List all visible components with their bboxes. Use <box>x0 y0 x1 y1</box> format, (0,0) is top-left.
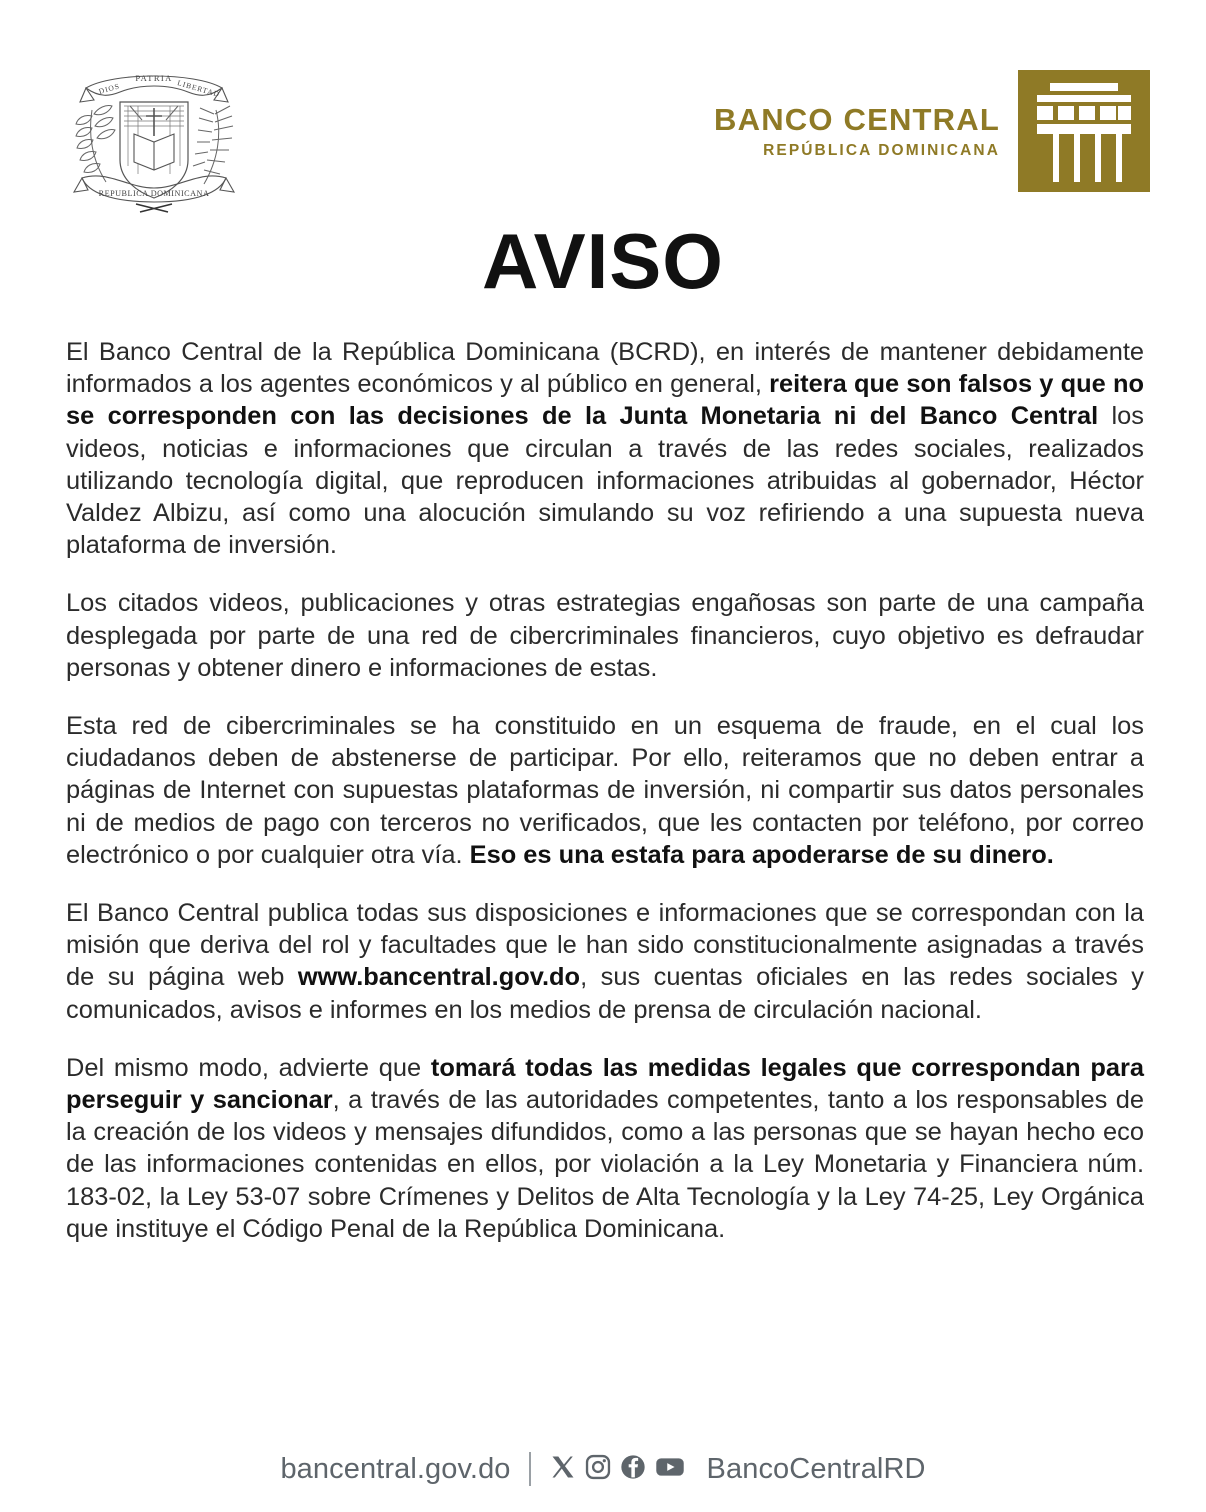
body-text: Del mismo modo, advierte que <box>66 1053 431 1082</box>
banco-central-logo <box>714 70 1150 192</box>
paragraph-2 <box>66 587 1144 684</box>
paragraph-3 <box>66 710 1144 871</box>
emphasis-text: www.bancentral.gov.do <box>297 963 581 992</box>
banco-central-wordmark <box>714 101 1000 159</box>
svg-text:LIBERTAD: LIBERTAD <box>176 78 222 99</box>
paragraph-4 <box>66 897 1144 1026</box>
footer-website-link[interactable]: bancentral.gov.do <box>280 1452 511 1485</box>
coat-of-arms-icon <box>58 56 250 216</box>
body-text: , a través de las autoridades competentes, tanto a los responsables de la creación de los videos y mensajes difundidos, como a las personas que se hayan hecho eco de las informaciones contenidas en ellos, por violación a la Ley Monetaria y Financiera núm. 183-02, la Ley 53-07 sobre Crímenes y Delitos de Alta Tecnología y la Ley 74-25, Ley Orgánica que instituye el Código Penal de la República Dominicana. <box>66 1086 1145 1243</box>
page-title: AVISO <box>482 217 724 305</box>
body-text: los videos, noticias e informaciones que circulan a través de las redes sociales, realizados utilizando tecnología digital, que reproducen informaciones atribuidas al gobernador, Héctor Valdez Albizu, así como una alocución simulando su voz refiriendo a una supuesta nueva plataforma de inversión. <box>66 402 1144 560</box>
emphasis-text: Eso es una estafa para apoderarse de su dinero. <box>469 840 1054 869</box>
x-twitter-icon[interactable] <box>549 1453 577 1486</box>
svg-text:DIOS: DIOS <box>97 81 121 96</box>
bank-building-icon <box>1018 70 1150 192</box>
body-text: Los citados videos, publicaciones y otras estrategias engañosas son parte de una campaña desplegada por parte de una red de cibercriminales financieros, cuyo objetivo es defraudar personas y obtener dinero e informaciones de estas. <box>66 589 1144 682</box>
body-text: , sus cuentas oficiales en las redes sociales y comunicados, avisos e informes en los medios de prensa de circulación nacional. <box>66 963 1144 1024</box>
emphasis-text: tomará todas las medidas legales que correspondan para perseguir y sancionar <box>66 1053 1144 1115</box>
paragraph-5 <box>66 1052 1144 1245</box>
youtube-icon[interactable] <box>654 1453 686 1486</box>
facebook-icon[interactable] <box>619 1453 647 1486</box>
body-text: Esta red de cibercriminales se ha constituido en un esquema de fraude, en el cual los ciudadanos deben de abstenerse de participar. Por ello, reiteramos que no deben entrar a páginas de Internet con supuestas plataformas de inversión, ni compartir sus datos personales ni de medios de pago con terceros no verificados, que les contacten por teléfono, por correo electrónico o por cualquier otra vía. <box>66 712 1144 869</box>
svg-text:REPUBLICA DOMINICANA: REPUBLICA DOMINICANA <box>98 189 210 198</box>
social-links <box>549 1453 686 1486</box>
paragraph-1 <box>66 336 1144 561</box>
svg-text:PATRIA: PATRIA <box>135 73 173 83</box>
document-footer <box>0 1452 1206 1486</box>
footer-divider <box>529 1452 531 1486</box>
body-text: El Banco Central de la República Dominicana (BCRD), en interés de mantener debidamente informados a los agentes económicos y al público en general, <box>66 338 1144 399</box>
notice-body <box>66 336 1144 1245</box>
footer-social-handle[interactable]: BancoCentralRD <box>706 1452 926 1485</box>
document-header <box>0 0 1206 215</box>
emphasis-text: reitera que son falsos y que no se corresponden con las decisiones de la Junta Monetaria ni del Banco Central <box>66 370 1144 431</box>
instagram-icon[interactable] <box>584 1453 612 1486</box>
logo-name: BANCO CENTRAL <box>714 101 1000 137</box>
body-text: El Banco Central publica todas sus disposiciones e informaciones que se correspondan con la misión que deriva del rol y facultades que le han sido constitucionalmente asignadas a través de su página web <box>66 899 1144 992</box>
logo-subtitle: REPÚBLICA DOMINICANA <box>763 141 1000 159</box>
